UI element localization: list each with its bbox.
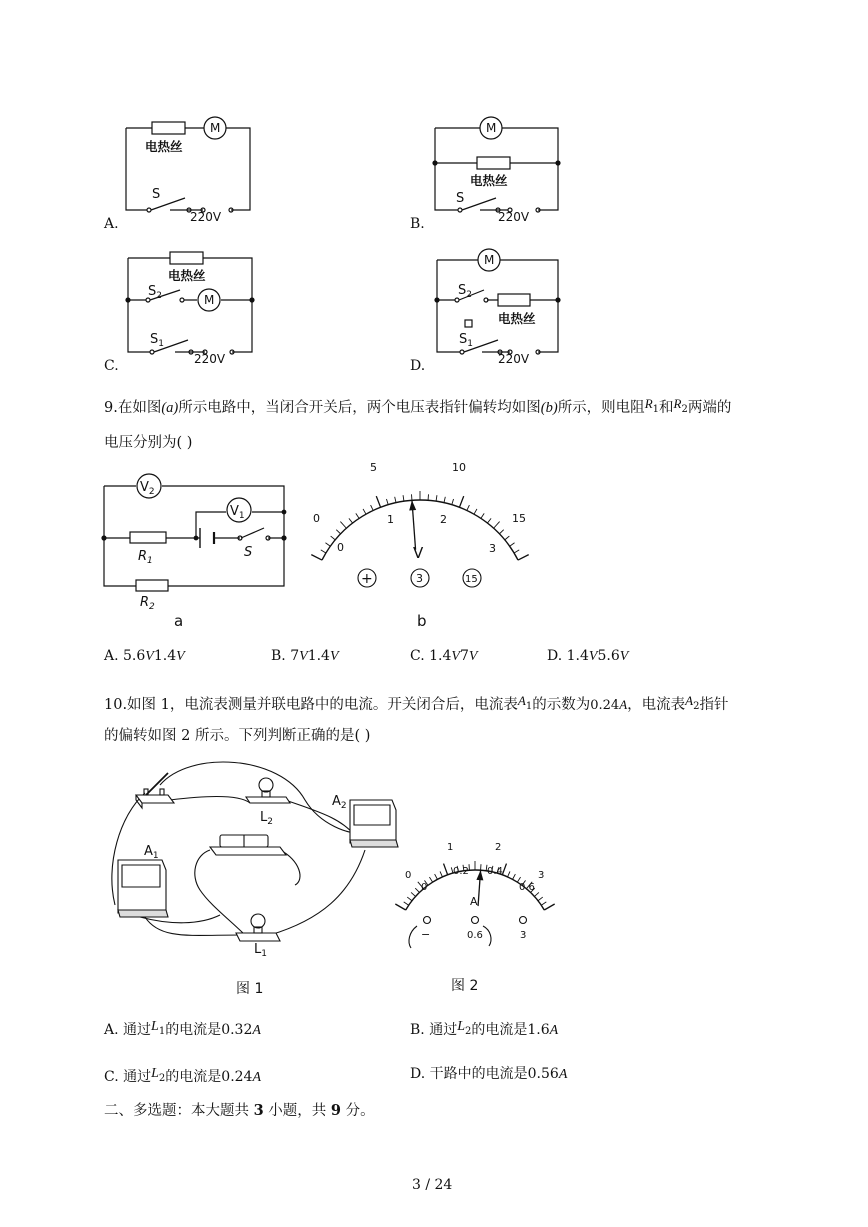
q9-option-b[interactable]: B. 7V1.4V (271, 648, 339, 664)
meter-tick (544, 904, 554, 910)
fig1-a1-label: $A_1$ (144, 844, 159, 861)
q9-circuit-a (90, 468, 300, 628)
fig2-caption: 图 2 (451, 978, 479, 994)
q8c-s1-label: $S_1$ (150, 332, 164, 349)
meter-tick (514, 550, 519, 553)
q9-r2-label: $R_2$ (140, 595, 155, 612)
q9-terminal-15: 15 (465, 574, 478, 585)
q8c-voltage-label: 220V (194, 352, 226, 366)
q9-option-c[interactable]: C. 1.4V7V (410, 648, 478, 664)
q8a-voltage-label: 220V (190, 210, 222, 224)
fig2-tick-bot-04: 0.4 (487, 866, 503, 877)
meter-tick (411, 892, 415, 896)
q9-terminal-plus: + (361, 571, 373, 587)
q9-tick-top-5: 5 (370, 461, 377, 474)
meter-tick (487, 518, 491, 523)
meter-tick (534, 892, 538, 896)
q10-option-a[interactable]: A. 通过L1的电流是0.32A (104, 1019, 261, 1038)
q9-question-line1: 9.在如图(a)所示电路中，当闭合开关后，两个电压表指针偏转均如图(b)所示，则电阻R1和R2两端的 (104, 396, 732, 416)
meter-tick (325, 543, 330, 546)
q8d-s2-label: $S_2$ (458, 283, 472, 300)
q8b-switch-label: S (456, 191, 465, 206)
section2-heading: 二、多选题：本大题共 3 小题，共 9 分。 (104, 1102, 375, 1119)
meter-tick (541, 902, 546, 905)
meter-tick (440, 871, 442, 876)
q8-circuits (0, 0, 868, 380)
meter-tick (340, 522, 346, 529)
meter-tick (404, 902, 409, 905)
q9-tick-bot-3: 3 (489, 542, 496, 555)
meter-tick (452, 499, 454, 505)
fig2-terminal-minus: − (421, 928, 431, 941)
q8b-voltage-label: 220V (498, 210, 530, 224)
q9-option-a[interactable]: A. 5.6V1.4V (104, 648, 185, 664)
q8b-heater-label: 电热丝 (470, 173, 508, 188)
fig1-l2-label: $L_2$ (260, 810, 273, 827)
meter-tick (467, 505, 470, 510)
fig2-terminal-06: 0.6 (467, 930, 483, 941)
q9-v1-label: $V_1$ (230, 504, 245, 521)
meter-tick (494, 522, 500, 529)
meter-tick (336, 530, 340, 534)
meter-tick (349, 518, 353, 523)
meter-tick (363, 509, 366, 514)
q8b-motor-label: M (486, 121, 497, 135)
fig1-l1-label: $L_1$ (254, 942, 267, 959)
q9-terminal-3: 3 (416, 572, 423, 585)
q8a-switch-label: S (152, 187, 161, 202)
q8c-motor-label: M (204, 293, 215, 307)
meter-tick (518, 555, 529, 560)
q8a-motor-label: M (210, 121, 221, 135)
meter-tick (505, 536, 510, 540)
meter-tick (429, 877, 432, 882)
fig2-tick-top-3: 3 (538, 870, 545, 881)
meter-tick (538, 897, 543, 901)
meter-tick (510, 543, 515, 546)
meter-tick (403, 495, 404, 501)
meter-tick (371, 505, 374, 510)
fig1-caption: 图 1 (236, 981, 264, 997)
meter-tick (415, 888, 419, 892)
q9-caption-b: b (417, 612, 427, 630)
q9-meter-unit: V (413, 544, 424, 562)
fig2-tick-top-1: 1 (447, 842, 454, 853)
page-number: 3 / 24 (412, 1177, 453, 1193)
q8c-s2-label: $S_2$ (148, 284, 162, 301)
fig2-tick-top-0: 0 (405, 870, 412, 881)
fig2-tick-bot-02: 0.2 (453, 866, 469, 877)
q8c-heater-label: 电热丝 (168, 268, 206, 283)
q10-question-line2: 的偏转如图 2 所示。下列判断正确的是( ) (104, 728, 371, 744)
q10-option-d[interactable]: D. 干路中的电流是0.56A (410, 1066, 568, 1082)
q8a-heater-label: 电热丝 (145, 139, 183, 154)
q9-question-line2: 电压分别为( ) (104, 435, 193, 451)
q8d-heater-label: 电热丝 (498, 311, 536, 326)
q9-tick-bot-0: 0 (337, 541, 344, 554)
fig2-terminal-3: 3 (520, 930, 527, 941)
fig1-a2-label: $A_2$ (332, 794, 347, 811)
meter-tick (474, 509, 477, 514)
q8-option-a[interactable]: A. (104, 216, 119, 232)
meter-tick (321, 550, 326, 553)
q10-option-c[interactable]: C. 通过L2的电流是0.24A (104, 1066, 262, 1085)
q9-option-d[interactable]: D. 1.4V5.6V (547, 648, 629, 664)
meter-tick (376, 496, 380, 507)
fig2-unit: A (470, 895, 478, 908)
meter-tick (386, 499, 388, 505)
q8d-voltage-label: 220V (498, 352, 530, 366)
meter-tick (395, 497, 396, 503)
q9-r1-label: $R_1$ (138, 549, 153, 566)
q8d-s1-label: $S_1$ (459, 332, 473, 349)
meter-tick (356, 513, 359, 518)
meter-tick (499, 530, 503, 534)
q9-caption-a: a (174, 612, 184, 628)
meter-tick (311, 555, 322, 560)
q9-tick-top-10: 10 (452, 461, 466, 474)
meter-tick (444, 864, 448, 875)
q9-tick-bot-1: 1 (387, 513, 394, 526)
q8d-motor-label: M (484, 253, 495, 267)
meter-tick (444, 497, 445, 503)
meter-tick (508, 871, 510, 876)
meter-tick (435, 874, 438, 879)
meter-tick (459, 496, 463, 507)
q9-voltmeter-b (300, 460, 540, 630)
q8-option-b[interactable]: B. (410, 216, 425, 232)
meter-tick (481, 513, 484, 518)
q9-s-label: S (244, 545, 253, 560)
fig2-tick-top-2: 2 (495, 842, 502, 853)
fig2-tick-bot-06: 0.6 (519, 882, 535, 893)
fig2-tick-bot-0: 0 (421, 882, 428, 893)
meter-tick (502, 864, 506, 875)
q10-figure2-ammeter (395, 830, 565, 995)
meter-tick (331, 536, 336, 540)
q8-option-c[interactable]: C. (104, 358, 119, 374)
q9-tick-top-0: 0 (313, 512, 320, 525)
q10-question-line1: 10.如图 1，电流表测量并联电路中的电流。开关闭合后，电流表A1的示数为0.24A，电流表A2指针 (104, 693, 729, 713)
q9-v2-label: $V_2$ (140, 480, 155, 497)
q8-option-d[interactable]: D. (410, 358, 426, 374)
meter-tick (395, 904, 405, 910)
q9-tick-top-15: 15 (512, 512, 526, 525)
meter-tick (513, 874, 516, 879)
meter-tick (407, 897, 412, 901)
q10-option-b[interactable]: B. 通过L2的电流是1.6A (410, 1019, 559, 1038)
q10-figure1-circuit (100, 755, 410, 1005)
meter-tick (436, 495, 437, 501)
q9-tick-bot-2: 2 (440, 513, 447, 526)
